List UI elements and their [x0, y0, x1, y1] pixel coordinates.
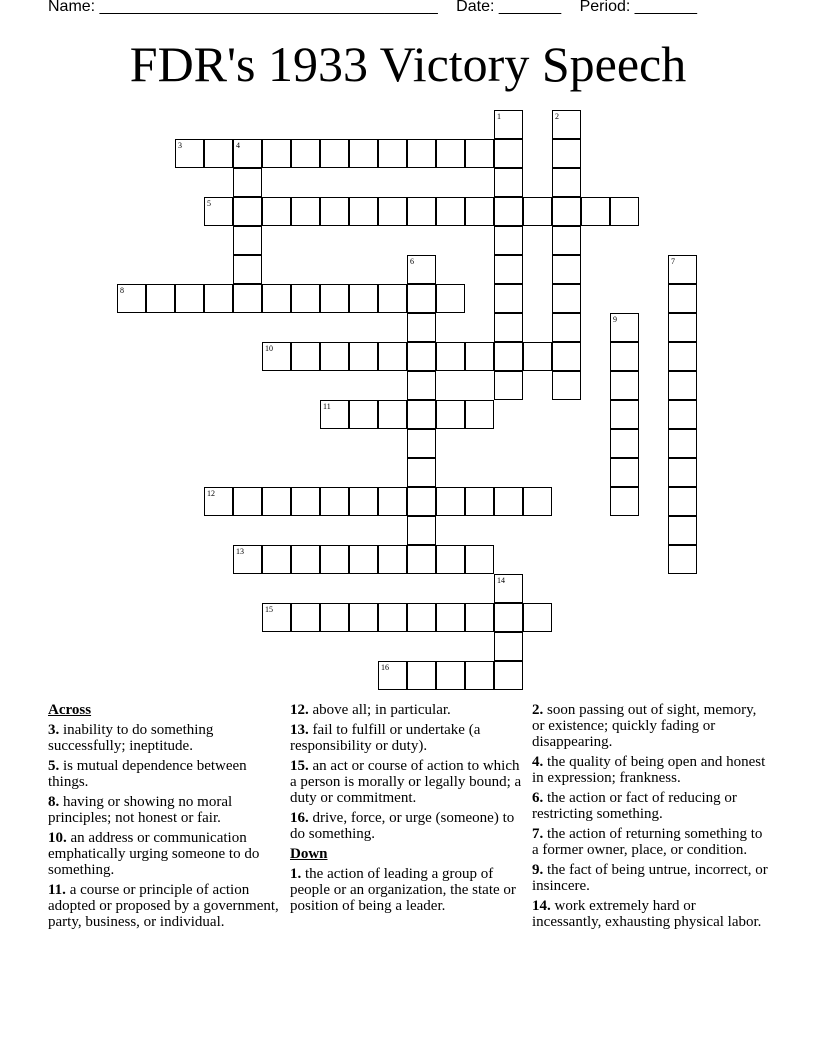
- grid-cell[interactable]: [378, 342, 407, 371]
- clue-number: 7: [671, 257, 675, 266]
- grid-cell[interactable]: [610, 400, 639, 429]
- grid-cell[interactable]: [494, 197, 523, 226]
- grid-cell[interactable]: [668, 487, 697, 516]
- grid-cell[interactable]: [610, 429, 639, 458]
- grid-cell[interactable]: [668, 342, 697, 371]
- grid-cell[interactable]: [407, 545, 436, 574]
- grid-cell[interactable]: [407, 342, 436, 371]
- grid-cell[interactable]: [552, 255, 581, 284]
- grid-cell[interactable]: [494, 574, 523, 603]
- clue-text: fail to fulfill or undertake (a responsibility or duty).: [290, 722, 481, 754]
- grid-cell[interactable]: [552, 168, 581, 197]
- down-clue: [532, 754, 768, 786]
- grid-cell[interactable]: [610, 342, 639, 371]
- clue-number-label: 13.: [290, 722, 309, 738]
- grid-cell[interactable]: [465, 342, 494, 371]
- grid-cell[interactable]: [233, 255, 262, 284]
- clue-column-1: [48, 702, 284, 934]
- grid-cell[interactable]: [436, 487, 465, 516]
- grid-cell[interactable]: [378, 545, 407, 574]
- clue-number-label: 3.: [48, 722, 60, 738]
- grid-cell[interactable]: [291, 197, 320, 226]
- clue-text: inability to do something successfully; ineptitude.: [48, 722, 214, 754]
- clue-number-label: 6.: [532, 790, 544, 806]
- clue-text: the fact of being untrue, incorrect, or insincere.: [532, 862, 768, 894]
- grid-cell[interactable]: [552, 197, 581, 226]
- clue-number: 5: [207, 199, 211, 208]
- clue-number-label: 14.: [532, 898, 551, 914]
- down-heading: Down: [290, 846, 328, 862]
- grid-cell[interactable]: [407, 139, 436, 168]
- clue-number: 2: [555, 112, 559, 121]
- grid-cell[interactable]: [494, 371, 523, 400]
- grid-cell[interactable]: [349, 603, 378, 632]
- clue-number-label: 9.: [532, 862, 544, 878]
- grid-cell[interactable]: [349, 197, 378, 226]
- clue-number: 6: [410, 257, 414, 266]
- grid-cell[interactable]: [436, 197, 465, 226]
- grid-cell[interactable]: [378, 139, 407, 168]
- grid-cell[interactable]: [233, 226, 262, 255]
- grid-cell[interactable]: [204, 487, 233, 516]
- clue-text: an act or course of action to which a person is morally or legally bound; a duty or commitment.: [290, 758, 522, 806]
- grid-cell[interactable]: [291, 603, 320, 632]
- across-clue: [48, 882, 284, 930]
- grid-cell[interactable]: [407, 458, 436, 487]
- clue-text: above all; in particular.: [308, 702, 451, 718]
- across-clue: [290, 722, 528, 754]
- grid-cell[interactable]: [465, 139, 494, 168]
- grid-cell[interactable]: [465, 661, 494, 690]
- grid-cell[interactable]: [436, 661, 465, 690]
- grid-cell[interactable]: [494, 168, 523, 197]
- grid-cell[interactable]: [320, 487, 349, 516]
- across-clue: [48, 758, 284, 790]
- grid-cell[interactable]: [494, 284, 523, 313]
- grid-cell[interactable]: [523, 603, 552, 632]
- grid-cell[interactable]: [465, 400, 494, 429]
- grid-cell[interactable]: [494, 255, 523, 284]
- grid-cell[interactable]: [320, 545, 349, 574]
- grid-cell[interactable]: [262, 603, 291, 632]
- grid-cell[interactable]: [436, 603, 465, 632]
- grid-cell[interactable]: [668, 313, 697, 342]
- grid-cell[interactable]: [668, 371, 697, 400]
- clue-column-3: [532, 702, 768, 934]
- clue-number: 10: [265, 344, 273, 353]
- grid-cell[interactable]: [117, 284, 146, 313]
- grid-cell[interactable]: [465, 603, 494, 632]
- grid-cell[interactable]: [262, 284, 291, 313]
- clue-text: the quality of being open and honest in expression; frankness.: [532, 754, 766, 786]
- clue-text: drive, force, or urge (someone) to do something.: [290, 810, 515, 842]
- grid-cell[interactable]: [407, 516, 436, 545]
- grid-cell[interactable]: [523, 487, 552, 516]
- puzzle-title: FDR's 1933 Victory Speech: [129, 36, 687, 92]
- clue-number-label: 5.: [48, 758, 60, 774]
- grid-cell[interactable]: [262, 197, 291, 226]
- grid-cell[interactable]: [320, 342, 349, 371]
- grid-cell[interactable]: [610, 487, 639, 516]
- grid-cell[interactable]: [610, 458, 639, 487]
- grid-cell[interactable]: [233, 487, 262, 516]
- grid-cell[interactable]: [668, 255, 697, 284]
- date-field: Date: _______: [456, 0, 562, 15]
- grid-cell[interactable]: [407, 429, 436, 458]
- across-heading: Across: [48, 702, 92, 718]
- grid-cell[interactable]: [407, 487, 436, 516]
- grid-cell[interactable]: [668, 429, 697, 458]
- grid-cell[interactable]: [349, 545, 378, 574]
- grid-cell[interactable]: [262, 487, 291, 516]
- grid-cell[interactable]: [233, 197, 262, 226]
- grid-cell[interactable]: [668, 284, 697, 313]
- clue-number: 14: [497, 576, 505, 585]
- grid-cell[interactable]: [552, 226, 581, 255]
- grid-cell[interactable]: [407, 313, 436, 342]
- grid-cell[interactable]: [291, 342, 320, 371]
- clue-text: an address or communication emphatically urging someone to do something.: [48, 830, 260, 878]
- clue-text: the action or fact of reducing or restricting something.: [532, 790, 737, 822]
- grid-cell[interactable]: [407, 284, 436, 313]
- grid-cell[interactable]: [407, 400, 436, 429]
- grid-cell[interactable]: [523, 197, 552, 226]
- grid-cell[interactable]: [175, 139, 204, 168]
- grid-cell[interactable]: [291, 487, 320, 516]
- clue-text: is mutual dependence between things.: [48, 758, 247, 790]
- grid-cell[interactable]: [175, 284, 204, 313]
- grid-cell[interactable]: [204, 197, 233, 226]
- down-clue: [532, 790, 768, 822]
- grid-cell[interactable]: [552, 313, 581, 342]
- clue-number-label: 8.: [48, 794, 60, 810]
- clue-text: having or showing no moral principles; not honest or fair.: [48, 794, 233, 826]
- clue-text: the action of returning something to a former owner, place, or condition.: [532, 826, 763, 858]
- grid-cell[interactable]: [204, 284, 233, 313]
- clue-number: 9: [613, 315, 617, 324]
- clue-number-label: 12.: [290, 702, 309, 718]
- down-clue: [532, 862, 768, 894]
- grid-cell[interactable]: [610, 313, 639, 342]
- grid-cell[interactable]: [146, 284, 175, 313]
- grid-cell[interactable]: [262, 545, 291, 574]
- clue-number: 8: [120, 286, 124, 295]
- grid-cell[interactable]: [378, 487, 407, 516]
- grid-cell[interactable]: [407, 255, 436, 284]
- down-clue: [290, 866, 528, 914]
- grid-cell[interactable]: [465, 487, 494, 516]
- grid-cell[interactable]: [407, 197, 436, 226]
- clue-number-label: 1.: [290, 866, 302, 882]
- clue-number-label: 11.: [48, 882, 66, 898]
- grid-cell[interactable]: [233, 168, 262, 197]
- grid-cell[interactable]: [494, 487, 523, 516]
- grid-cell[interactable]: [523, 342, 552, 371]
- grid-cell[interactable]: [291, 139, 320, 168]
- clue-number: 1: [497, 112, 501, 121]
- grid-cell[interactable]: [465, 197, 494, 226]
- grid-cell[interactable]: [320, 139, 349, 168]
- grid-cell[interactable]: [407, 603, 436, 632]
- across-clue: [48, 722, 284, 754]
- clue-number: 4: [236, 141, 240, 150]
- clue-text: work extremely hard or incessantly, exhausting physical labor.: [532, 898, 762, 930]
- grid-cell[interactable]: [320, 197, 349, 226]
- grid-cell[interactable]: [349, 342, 378, 371]
- grid-cell[interactable]: [552, 284, 581, 313]
- clue-text: soon passing out of sight, memory, or existence; quickly fading or disappearing.: [532, 702, 757, 750]
- clue-number: 13: [236, 547, 244, 556]
- grid-cell[interactable]: [494, 313, 523, 342]
- grid-cell[interactable]: [494, 342, 523, 371]
- clue-number-label: 10.: [48, 830, 67, 846]
- grid-cell[interactable]: [494, 632, 523, 661]
- grid-cell[interactable]: [668, 545, 697, 574]
- period-field: Period: _______: [579, 0, 698, 15]
- grid-cell[interactable]: [262, 139, 291, 168]
- grid-cell[interactable]: [204, 139, 233, 168]
- down-clue: [532, 702, 768, 750]
- grid-cell[interactable]: [494, 226, 523, 255]
- grid-cell[interactable]: [436, 342, 465, 371]
- grid-cell[interactable]: [581, 197, 610, 226]
- grid-cell[interactable]: [349, 139, 378, 168]
- clue-number: 12: [207, 489, 215, 498]
- grid-cell[interactable]: [378, 284, 407, 313]
- grid-cell[interactable]: [494, 110, 523, 139]
- grid-cell[interactable]: [233, 545, 262, 574]
- grid-cell[interactable]: [436, 400, 465, 429]
- grid-cell[interactable]: [494, 661, 523, 690]
- clue-number-label: 15.: [290, 758, 309, 774]
- grid-cell[interactable]: [407, 661, 436, 690]
- grid-cell[interactable]: [262, 342, 291, 371]
- grid-cell[interactable]: [233, 284, 262, 313]
- clue-number: 3: [178, 141, 182, 150]
- grid-cell[interactable]: [436, 545, 465, 574]
- clue-number-label: 7.: [532, 826, 544, 842]
- grid-cell[interactable]: [610, 197, 639, 226]
- grid-cell[interactable]: [291, 284, 320, 313]
- across-clue: [48, 794, 284, 826]
- grid-cell[interactable]: [378, 661, 407, 690]
- grid-cell[interactable]: [465, 545, 494, 574]
- grid-cell[interactable]: [407, 371, 436, 400]
- clue-text: the action of leading a group of people or an organization, the state or position of being a leader.: [290, 866, 516, 914]
- clue-number-label: 16.: [290, 810, 309, 826]
- name-field: Name: ______________________________________: [48, 0, 438, 15]
- grid-cell[interactable]: [610, 371, 639, 400]
- grid-cell[interactable]: [552, 110, 581, 139]
- grid-cell[interactable]: [436, 139, 465, 168]
- grid-cell[interactable]: [668, 400, 697, 429]
- grid-cell[interactable]: [494, 139, 523, 168]
- across-clue: [290, 758, 528, 806]
- grid-cell[interactable]: [552, 371, 581, 400]
- clue-number: 16: [381, 663, 389, 672]
- clue-number-label: 2.: [532, 702, 544, 718]
- grid-cell[interactable]: [349, 487, 378, 516]
- grid-cell[interactable]: [668, 458, 697, 487]
- clue-number-label: 4.: [532, 754, 544, 770]
- grid-cell[interactable]: [552, 342, 581, 371]
- down-clue: [532, 898, 768, 930]
- grid-cell[interactable]: [320, 603, 349, 632]
- clue-column-2: [290, 702, 528, 918]
- across-clue: [290, 810, 528, 842]
- across-clue: [48, 830, 284, 878]
- across-clue: [290, 702, 528, 718]
- down-clue: [532, 826, 768, 858]
- grid-cell[interactable]: [378, 603, 407, 632]
- grid-cell[interactable]: [320, 284, 349, 313]
- grid-cell[interactable]: [378, 400, 407, 429]
- grid-cell[interactable]: [552, 139, 581, 168]
- clue-text: a course or principle of action adopted or proposed by a government, party, business, or individual.: [48, 882, 279, 930]
- grid-cell[interactable]: [668, 516, 697, 545]
- grid-cell[interactable]: [494, 603, 523, 632]
- clue-number: 15: [265, 605, 273, 614]
- grid-cell[interactable]: [291, 545, 320, 574]
- grid-cell[interactable]: [436, 284, 465, 313]
- clue-number: 11: [323, 402, 331, 411]
- grid-cell[interactable]: [349, 400, 378, 429]
- grid-cell[interactable]: [233, 139, 262, 168]
- grid-cell[interactable]: [349, 284, 378, 313]
- grid-cell[interactable]: [378, 197, 407, 226]
- grid-cell[interactable]: [320, 400, 349, 429]
